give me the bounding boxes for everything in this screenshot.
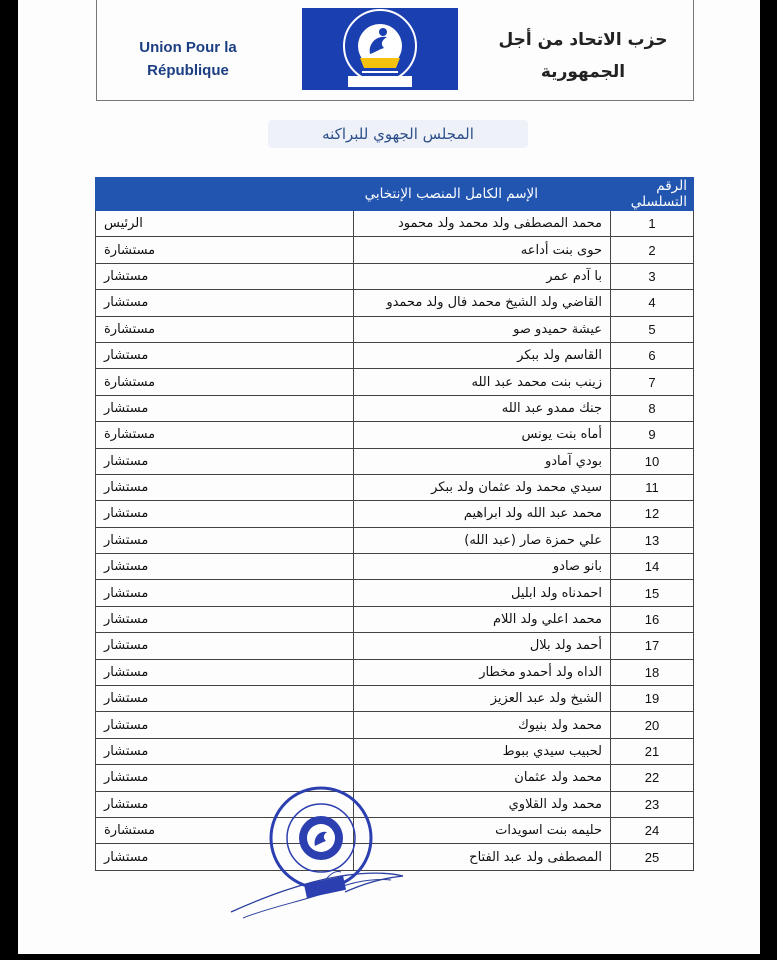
member-name: با آدم عمر (353, 263, 611, 289)
table-row (96, 422, 694, 448)
serial-number: 3 (611, 263, 694, 289)
table-row (96, 290, 694, 316)
members-table (95, 177, 694, 871)
member-name: محمد ولد عثمان (353, 765, 611, 791)
serial-number: 19 (611, 686, 694, 712)
table-row (96, 237, 694, 263)
member-name: أحمد ولد بلال (353, 633, 611, 659)
table-row (96, 369, 694, 395)
table-row (96, 395, 694, 421)
document-title: المجلس الجهوي للبراكنه (268, 120, 528, 148)
table-row (96, 659, 694, 685)
member-name: المصطفى ولد عبد الفتاح (353, 844, 611, 870)
member-name: القاضي ولد الشيخ محمد فال ولد محمدو (353, 290, 611, 316)
member-name: الشيخ ولد عبد العزيز (353, 686, 611, 712)
member-position: مستشار (96, 395, 354, 421)
member-position: مستشار (96, 791, 354, 817)
member-position: مستشار (96, 580, 354, 606)
table-row (96, 342, 694, 368)
member-position: مستشار (96, 342, 354, 368)
member-position: مستشار (96, 765, 354, 791)
serial-number: 10 (611, 448, 694, 474)
member-position: مستشار (96, 686, 354, 712)
serial-number: 24 (611, 817, 694, 843)
table-row (96, 501, 694, 527)
table-row (96, 606, 694, 632)
serial-number: 6 (611, 342, 694, 368)
member-name: بانو صادو (353, 554, 611, 580)
member-name: محمد ولد بنيوك (353, 712, 611, 738)
serial-number: 12 (611, 501, 694, 527)
member-position: مستشار (96, 738, 354, 764)
table-header (96, 178, 694, 211)
member-position: مستشار (96, 290, 354, 316)
serial-column-header: الرقم التسلسلي (611, 178, 694, 211)
table-row (96, 765, 694, 791)
member-position: مستشارة (96, 316, 354, 342)
serial-number: 5 (611, 316, 694, 342)
member-name: جنك ممدو عبد الله (353, 395, 611, 421)
member-position: مستشارة (96, 237, 354, 263)
member-name: حليمه بنت اسويدات (353, 817, 611, 843)
member-name: الداه ولد أحمدو مخطار (353, 659, 611, 685)
member-position: مستشار (96, 606, 354, 632)
table-row (96, 791, 694, 817)
serial-number: 2 (611, 237, 694, 263)
table-row (96, 738, 694, 764)
member-position: مستشار (96, 712, 354, 738)
table-row (96, 580, 694, 606)
member-name: لحبيب سيدي ببوط (353, 738, 611, 764)
member-position: مستشارة (96, 369, 354, 395)
member-name: بودي آمادو (353, 448, 611, 474)
table-row (96, 686, 694, 712)
member-name: زينب بنت محمد عبد الله (353, 369, 611, 395)
member-position: مستشار (96, 659, 354, 685)
member-name: القاسم ولد ببكر (353, 342, 611, 368)
official-stamp (261, 780, 391, 910)
member-position: مستشارة (96, 422, 354, 448)
serial-number: 15 (611, 580, 694, 606)
table-row (96, 448, 694, 474)
member-position: الرئيس (96, 211, 354, 237)
member-position: مستشار (96, 501, 354, 527)
member-name: محمد اعلي ولد اللام (353, 606, 611, 632)
table-row (96, 316, 694, 342)
serial-number: 20 (611, 712, 694, 738)
serial-number: 4 (611, 290, 694, 316)
member-name: علي حمزة صار (عبد الله) (353, 527, 611, 553)
serial-number: 9 (611, 422, 694, 448)
table-row (96, 554, 694, 580)
member-name: عيشة حميدو صو (353, 316, 611, 342)
member-name: محمد عبد الله ولد ابراهيم (353, 501, 611, 527)
serial-number: 21 (611, 738, 694, 764)
member-position: مستشار (96, 474, 354, 500)
party-name-arabic: حزب الاتحاد من أجل الجمهورية (498, 30, 668, 82)
member-name: محمد ولد القلاوي (353, 791, 611, 817)
member-name: سيدي محمد ولد عثمان ولد ببكر (353, 474, 611, 500)
serial-number: 7 (611, 369, 694, 395)
serial-number: 23 (611, 791, 694, 817)
member-position: مستشار (96, 633, 354, 659)
member-name: حوى بنت أداعه (353, 237, 611, 263)
serial-number: 16 (611, 606, 694, 632)
serial-number: 14 (611, 554, 694, 580)
table-row (96, 263, 694, 289)
table-row (96, 527, 694, 553)
document-page (18, 0, 760, 954)
serial-number: 11 (611, 474, 694, 500)
serial-number: 17 (611, 633, 694, 659)
serial-number: 22 (611, 765, 694, 791)
serial-number: 13 (611, 527, 694, 553)
serial-number: 1 (611, 211, 694, 237)
serial-number: 8 (611, 395, 694, 421)
serial-number: 25 (611, 844, 694, 870)
member-position: مستشار (96, 448, 354, 474)
table-row (96, 211, 694, 237)
table-row (96, 633, 694, 659)
member-name: محمد المصطفى ولد محمد ولد محمود (353, 211, 611, 237)
serial-number: 18 (611, 659, 694, 685)
member-name: احمدناه ولد ابليل (353, 580, 611, 606)
table-row (96, 712, 694, 738)
table-row (96, 474, 694, 500)
party-logo (302, 8, 458, 90)
member-position: مستشار (96, 844, 354, 870)
member-position: مستشارة (96, 817, 354, 843)
member-name: أماه بنت يونس (353, 422, 611, 448)
party-name-latin: Union Pour la République (139, 39, 237, 79)
member-position: مستشار (96, 527, 354, 553)
name-position-column-header: الإسم الكامل المنصب الإنتخابي (96, 178, 611, 211)
member-position: مستشار (96, 263, 354, 289)
member-position: مستشار (96, 554, 354, 580)
